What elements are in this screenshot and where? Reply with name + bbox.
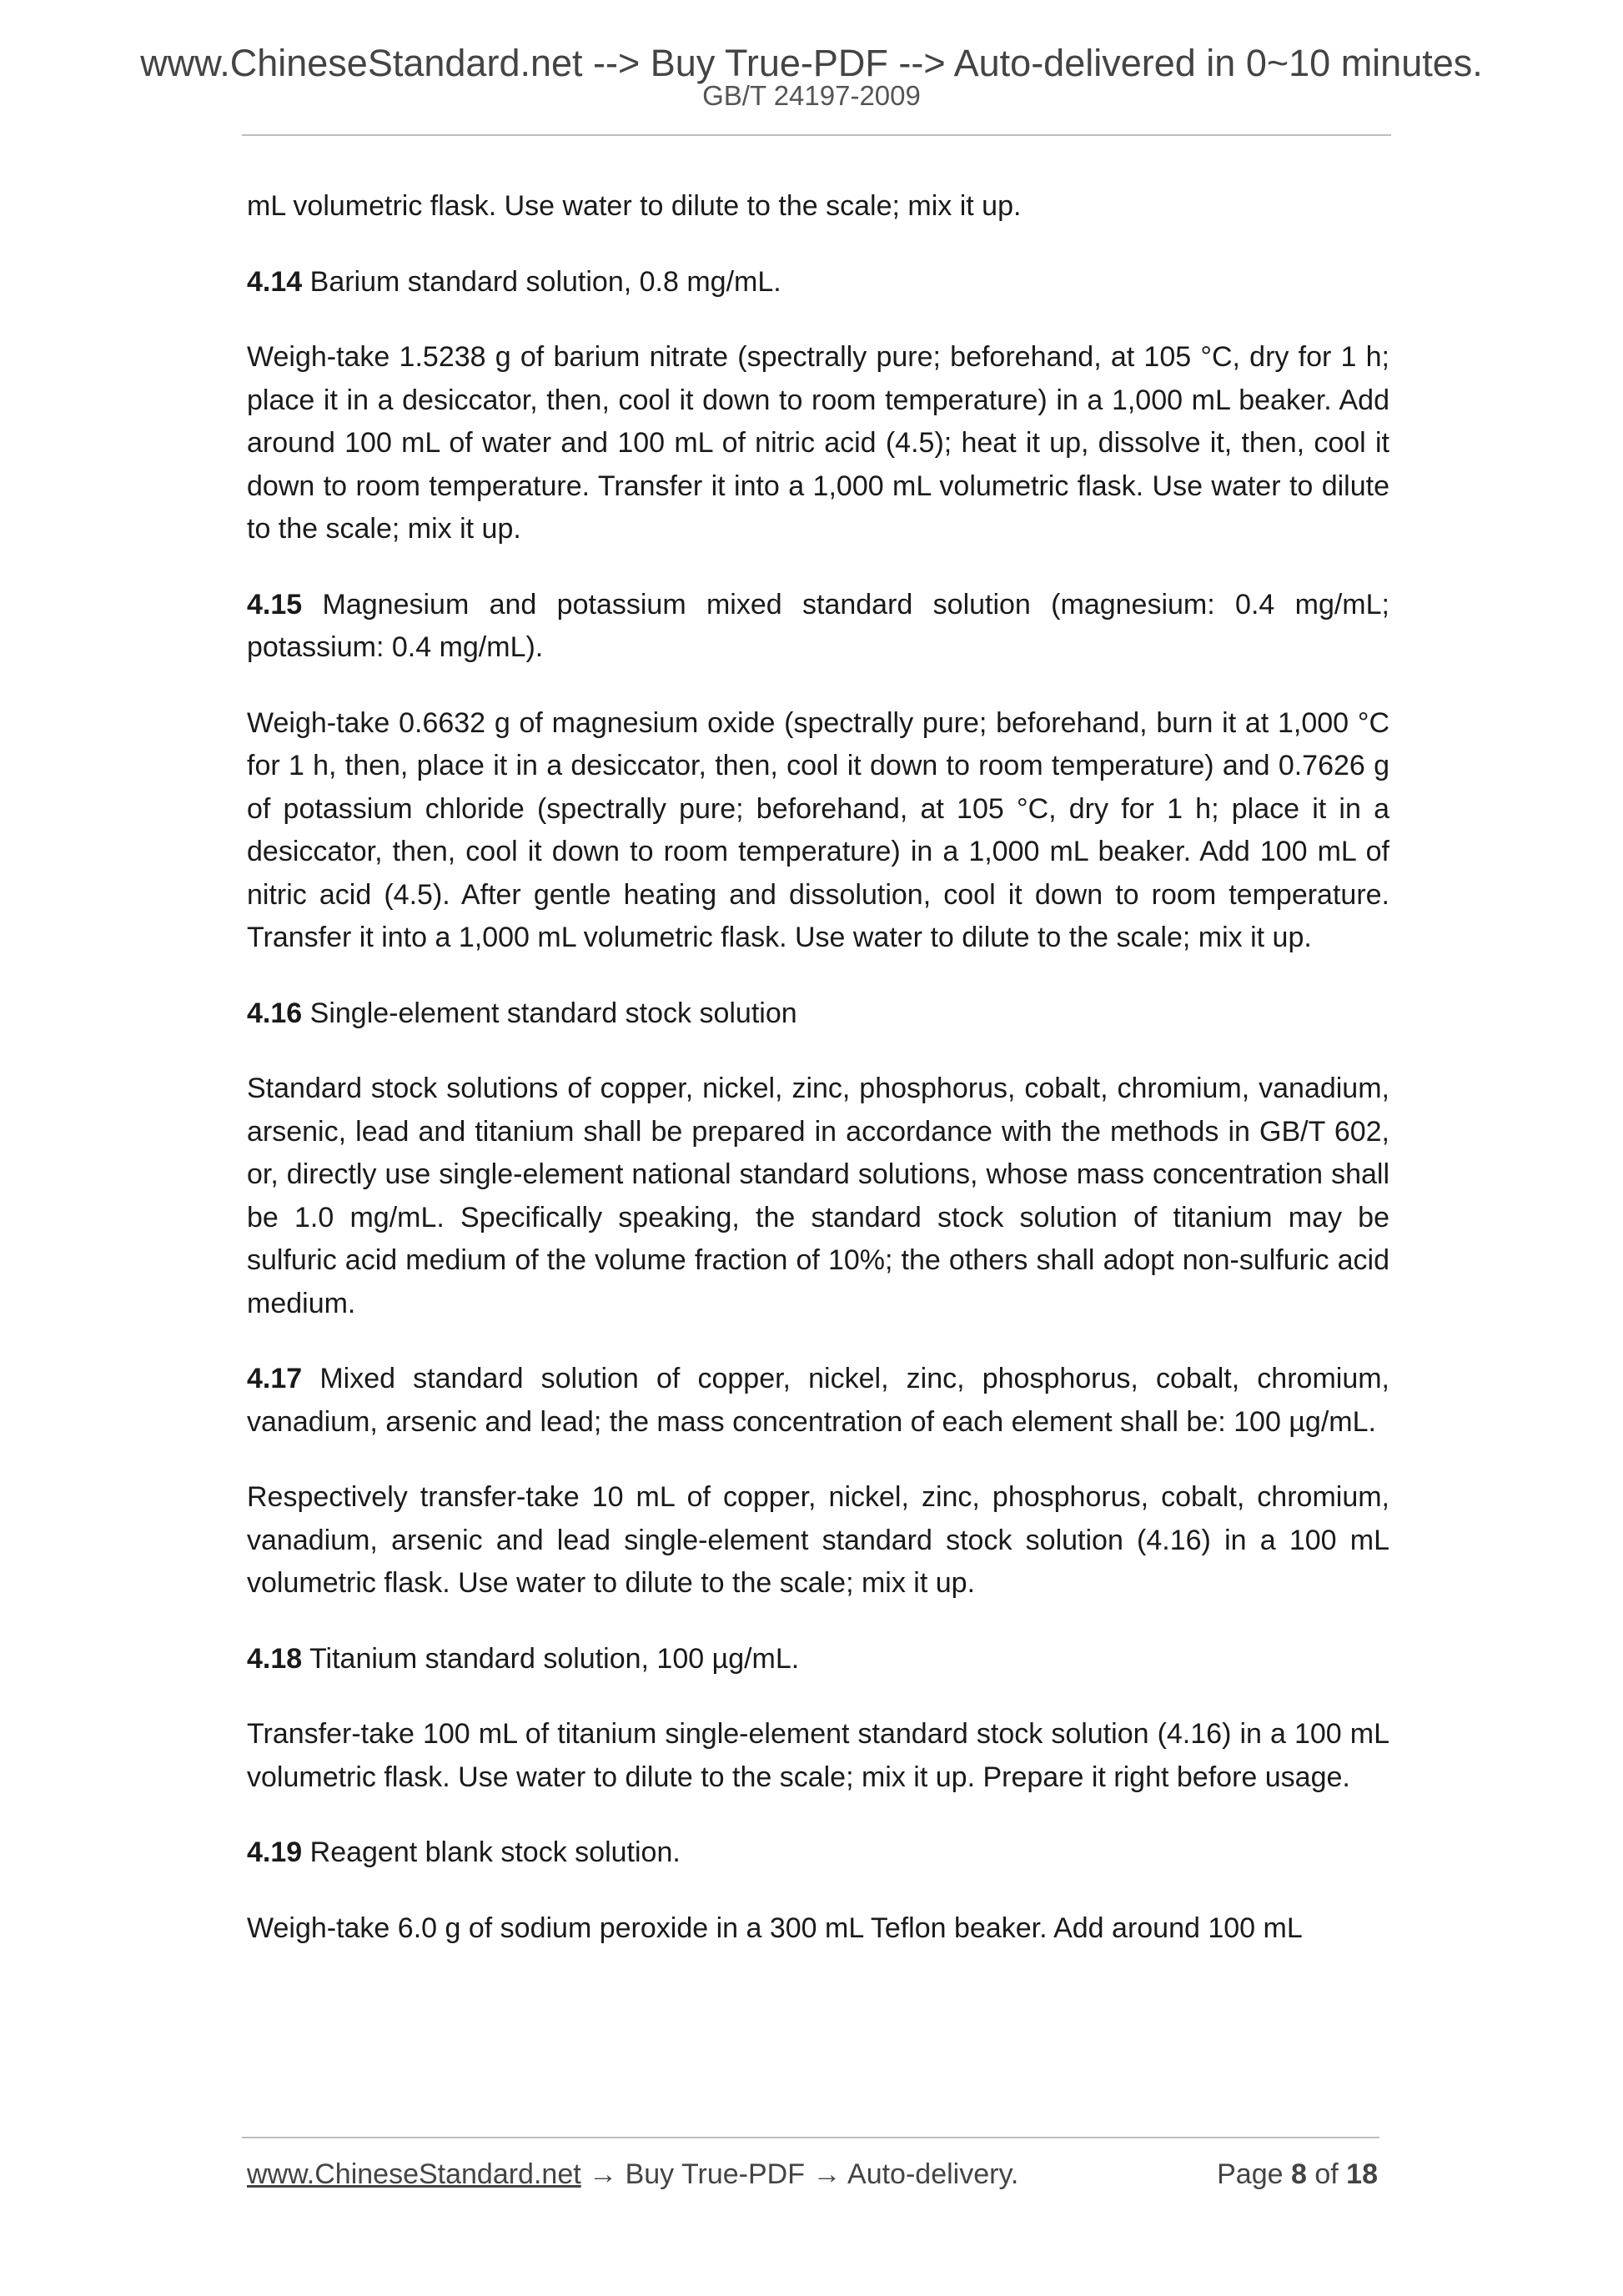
section-number: 4.15 bbox=[247, 588, 303, 620]
footer-site-link[interactable]: www.ChineseStandard.net bbox=[247, 2158, 581, 2190]
page-of: of bbox=[1314, 2158, 1339, 2190]
paragraph: Respectively transfer-take 10 mL of copper, nickel, zinc, phosphorus, cobalt, chromium, vanadium, arsenic and lead single-element standard stock solution (4.16) in a 100 mL volumetric flask. Use water to dilute to the scale; mix it up. bbox=[247, 1481, 1389, 1599]
page-current: 8 bbox=[1290, 2158, 1307, 2190]
section-number: 4.18 bbox=[247, 1642, 303, 1675]
section-heading-4-16 bbox=[247, 992, 1389, 1036]
section-heading-4-15 bbox=[247, 584, 1389, 670]
footer-delivery-text: Auto-delivery. bbox=[847, 2158, 1019, 2190]
paragraph: mL volumetric flask. Use water to dilute to the scale; mix it up. bbox=[247, 190, 1022, 222]
page-word: Page bbox=[1217, 2158, 1284, 2190]
footer-divider bbox=[242, 2137, 1379, 2138]
section-heading-4-18 bbox=[247, 1638, 1389, 1681]
section-number: 4.17 bbox=[247, 1363, 303, 1394]
section-title: Magnesium and potassium mixed standard solution (magnesium: 0.4 mg/mL; potassium: 0.4 mg/mL). bbox=[247, 588, 1389, 663]
section-heading-4-14 bbox=[247, 261, 1389, 304]
section-title: Barium standard solution, 0.8 mg/mL. bbox=[309, 265, 781, 298]
section-title: Reagent blank stock solution. bbox=[309, 1836, 681, 1868]
site-banner: www.ChineseStandard.net --> Buy True-PDF --> Auto-delivered in 0~10 minutes. bbox=[140, 42, 1483, 84]
paragraph: Transfer-take 100 mL of titanium single-element standard stock solution (4.16) in a 100 mL volumetric flask. Use water to dilute to the scale; mix it up. Prepare it right before usage. bbox=[247, 1718, 1389, 1793]
section-title: Titanium standard solution, 100 µg/mL. bbox=[309, 1642, 800, 1675]
section-title: Single-element standard stock solution bbox=[309, 997, 797, 1029]
section-number: 4.19 bbox=[247, 1836, 303, 1868]
footer-buy-text: Buy True-PDF bbox=[625, 2158, 805, 2190]
footer-left bbox=[247, 2158, 1018, 2191]
document-body bbox=[247, 185, 1389, 1982]
page-total: 18 bbox=[1346, 2158, 1378, 2190]
paragraph: Weigh-take 1.5238 g of barium nitrate (spectrally pure; beforehand, at 105 °C, dry for 1 h; place it in a desiccator, then, cool it down to room temperature) in a 1,000 mL beaker. Add around 100 mL of water and 100 mL of nitric acid (4.5); heat it up, dissolve it, then, cool it down to room temperature. Transfer it into a 1,000 mL volumetric flask. Use water to dilute to the scale; mix it up. bbox=[247, 341, 1389, 545]
arrow-right-icon: → bbox=[812, 2158, 842, 2190]
section-title: Mixed standard solution of copper, nickel, zinc, phosphorus, cobalt, chromium, vanadium, arsenic and lead; the mass concentration of each element shall be: 100 µg/mL. bbox=[247, 1363, 1389, 1438]
arrow-right-icon: → bbox=[589, 2158, 618, 2190]
paragraph: Weigh-take 6.0 g of sodium peroxide in a 300 mL Teflon beaker. Add around 100 mL bbox=[247, 1912, 1303, 1944]
standard-number: GB/T 24197-2009 bbox=[702, 80, 921, 111]
header-divider bbox=[242, 134, 1391, 136]
section-heading-4-17 bbox=[247, 1358, 1389, 1444]
page-footer bbox=[247, 2158, 1378, 2191]
paragraph: Standard stock solutions of copper, nickel, zinc, phosphorus, cobalt, chromium, vanadium, arsenic, lead and titanium shall be prepared in accordance with the methods in GB/T 602, or, directly use single-element national standard solutions, whose mass concentration shall be 1.0 mg/mL. Specifically speaking, the standard stock solution of titanium may be sulfuric acid medium of the volume fraction of 10%; the others shall adopt non-sulfuric acid medium. bbox=[247, 1073, 1389, 1319]
section-number: 4.14 bbox=[247, 265, 303, 298]
section-heading-4-19 bbox=[247, 1831, 1389, 1875]
paragraph: Weigh-take 0.6632 g of magnesium oxide (spectrally pure; beforehand, burn it at 1,000 °C for 1 h, then, place it in a desiccator, then, cool it down to room temperature) and 0.7626 g of potassium chloride (spectrally pure; beforehand, at 105 °C, dry for 1 h; place it in a desiccator, then, cool it down to room temperature) in a 1,000 mL beaker. Add 100 mL of nitric acid (4.5). After gentle heating and dissolution, cool it down to room temperature. Transfer it into a 1,000 mL volumetric flask. Use water to dilute to the scale; mix it up. bbox=[247, 706, 1389, 953]
section-number: 4.16 bbox=[247, 997, 303, 1029]
page-indicator bbox=[1217, 2158, 1378, 2191]
